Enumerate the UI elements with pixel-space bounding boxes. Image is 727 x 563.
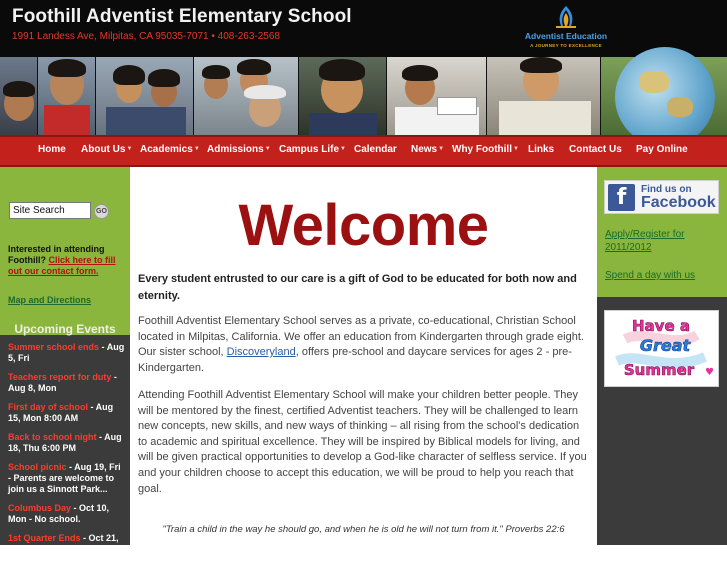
event-item[interactable]: Columbus Day - Oct 10, Mon - No school. bbox=[8, 503, 110, 524]
spend-day-link[interactable]: Spend a day with us bbox=[605, 270, 696, 281]
nav-contact-us[interactable]: Contact Us bbox=[569, 144, 622, 155]
event-item[interactable]: First day of school - Aug 15, Mon 8:00 AM bbox=[8, 402, 114, 423]
nav-links[interactable]: Links bbox=[528, 144, 555, 155]
map-directions-link[interactable] bbox=[8, 295, 124, 306]
nav-home[interactable]: Home bbox=[38, 144, 66, 155]
events-list bbox=[8, 342, 126, 563]
nav-news[interactable]: News▼ bbox=[411, 144, 445, 155]
dropdown-caret-icon: ▼ bbox=[340, 146, 346, 152]
mission-paragraph: Attending Foothill Adventist Elementary School will make your children better people. They will be mentored by the finest, certified Adventist teachers. They will be challenged to learn new concepts, new skills, and new ways of thinking – all rising from the school's dedication to academic and spiritual excellence. They will be inspired by Biblical models for living, and will be given practical opportunities to develop a God-like character of selfless service. If you and your children choose to accept this education, we will be proud to help you reach that goal. bbox=[138, 389, 587, 495]
lead-statement: Every student entrusted to our care is a gift of God to be educated for both now and eternity. bbox=[138, 273, 577, 302]
student-photo bbox=[387, 57, 487, 135]
facebook-icon: f bbox=[608, 184, 635, 211]
nav-why-foothill[interactable]: Why Foothill▼ bbox=[452, 144, 519, 155]
have-a-great-summer-image bbox=[604, 310, 719, 387]
left-sidebar bbox=[0, 167, 130, 554]
svg-text:Summer: Summer bbox=[623, 361, 695, 379]
site-search-input[interactable] bbox=[9, 202, 91, 219]
student-photo bbox=[487, 57, 601, 135]
dropdown-caret-icon: ▼ bbox=[513, 146, 519, 152]
nav-academics[interactable]: Academics▼ bbox=[140, 144, 200, 155]
sidebar-green-strip bbox=[0, 167, 130, 177]
event-item[interactable]: Summer school ends - Aug 5, Fri bbox=[8, 342, 125, 363]
welcome-heading: Welcome bbox=[238, 193, 489, 258]
student-photo bbox=[299, 57, 387, 135]
school-address: 1991 Landess Ave, Milpitas, CA 95035-7071 • 408-263-2568 bbox=[12, 31, 280, 42]
event-item[interactable]: School picnic - Aug 19, Fri - Parents are welcome to join us a Sinnott Park... bbox=[8, 462, 121, 494]
search-go-button[interactable]: GO bbox=[94, 204, 109, 219]
event-item[interactable]: 1st Quarter Ends - Oct 21, Fri bbox=[8, 533, 119, 554]
nav-pay-online[interactable]: Pay Online bbox=[636, 144, 688, 155]
dropdown-caret-icon: ▼ bbox=[193, 146, 200, 152]
right-sidebar bbox=[597, 167, 727, 545]
svg-text:Great: Great bbox=[639, 336, 691, 355]
site-header bbox=[0, 0, 727, 57]
logo-tagline: A JOURNEY TO EXCELLENCE bbox=[530, 43, 602, 48]
intro-paragraph: Foothill Adventist Elementary School serves as a private, co-educational, Christian School located in Milpitas, California. We offer an education from Kindergarten through grade eight. Our sister school, Discoveryland, offers pre-school and daycare services for ages 2 - pre-Kindergarten. bbox=[138, 315, 584, 374]
student-photo bbox=[38, 57, 96, 135]
summer-graphic-icon bbox=[605, 311, 718, 386]
event-item[interactable]: Teachers report for duty - Aug 8, Mon bbox=[8, 372, 117, 393]
nav-campus-life[interactable]: Campus Life▼ bbox=[279, 144, 346, 155]
school-name[interactable]: Foothill Adventist Elementary School bbox=[12, 6, 352, 27]
facebook-name: Facebook bbox=[641, 194, 716, 211]
dropdown-caret-icon: ▼ bbox=[264, 146, 271, 152]
svg-text:Have a: Have a bbox=[632, 317, 690, 335]
flame-icon bbox=[552, 4, 580, 30]
event-item[interactable]: Back to school night - Aug 18, Thu 6:00 PM bbox=[8, 432, 122, 453]
main-content bbox=[130, 167, 597, 545]
upcoming-events-title: Upcoming Events bbox=[14, 322, 116, 336]
student-photo bbox=[0, 57, 38, 135]
interest-prefix: Interested in attending Foothill? bbox=[8, 244, 105, 265]
nav-about-us[interactable]: About Us▼ bbox=[81, 144, 133, 155]
student-photo bbox=[96, 57, 194, 135]
apply-register-link[interactable]: Apply/Register for 2011/2012 bbox=[605, 229, 685, 253]
student-photo bbox=[194, 57, 299, 135]
logo-name: Adventist Education bbox=[524, 31, 608, 41]
nav-admissions[interactable]: Admissions▼ bbox=[207, 144, 271, 155]
proverb-quote: "Train a child in the way he should go, and when he is old he will not turn from it." Proverbs 22:6 bbox=[162, 524, 565, 535]
main-nav bbox=[0, 135, 727, 167]
dropdown-caret-icon: ▼ bbox=[126, 146, 133, 152]
adventist-education-logo[interactable] bbox=[518, 4, 614, 52]
map-directions-label: Map and Directions bbox=[8, 295, 92, 305]
discoveryland-link[interactable]: Discoveryland bbox=[226, 346, 296, 359]
globe-photo bbox=[601, 57, 727, 135]
nav-calendar[interactable]: Calendar bbox=[354, 144, 397, 155]
dropdown-caret-icon: ▼ bbox=[438, 146, 445, 152]
svg-text:♥: ♥ bbox=[705, 367, 714, 378]
facebook-find-text: Find us on bbox=[641, 184, 692, 195]
interest-text bbox=[8, 244, 124, 277]
student-photo-strip bbox=[0, 57, 727, 135]
facebook-badge[interactable] bbox=[604, 180, 719, 214]
contact-form-link[interactable]: Click here to fill out our contact form. bbox=[8, 255, 116, 276]
